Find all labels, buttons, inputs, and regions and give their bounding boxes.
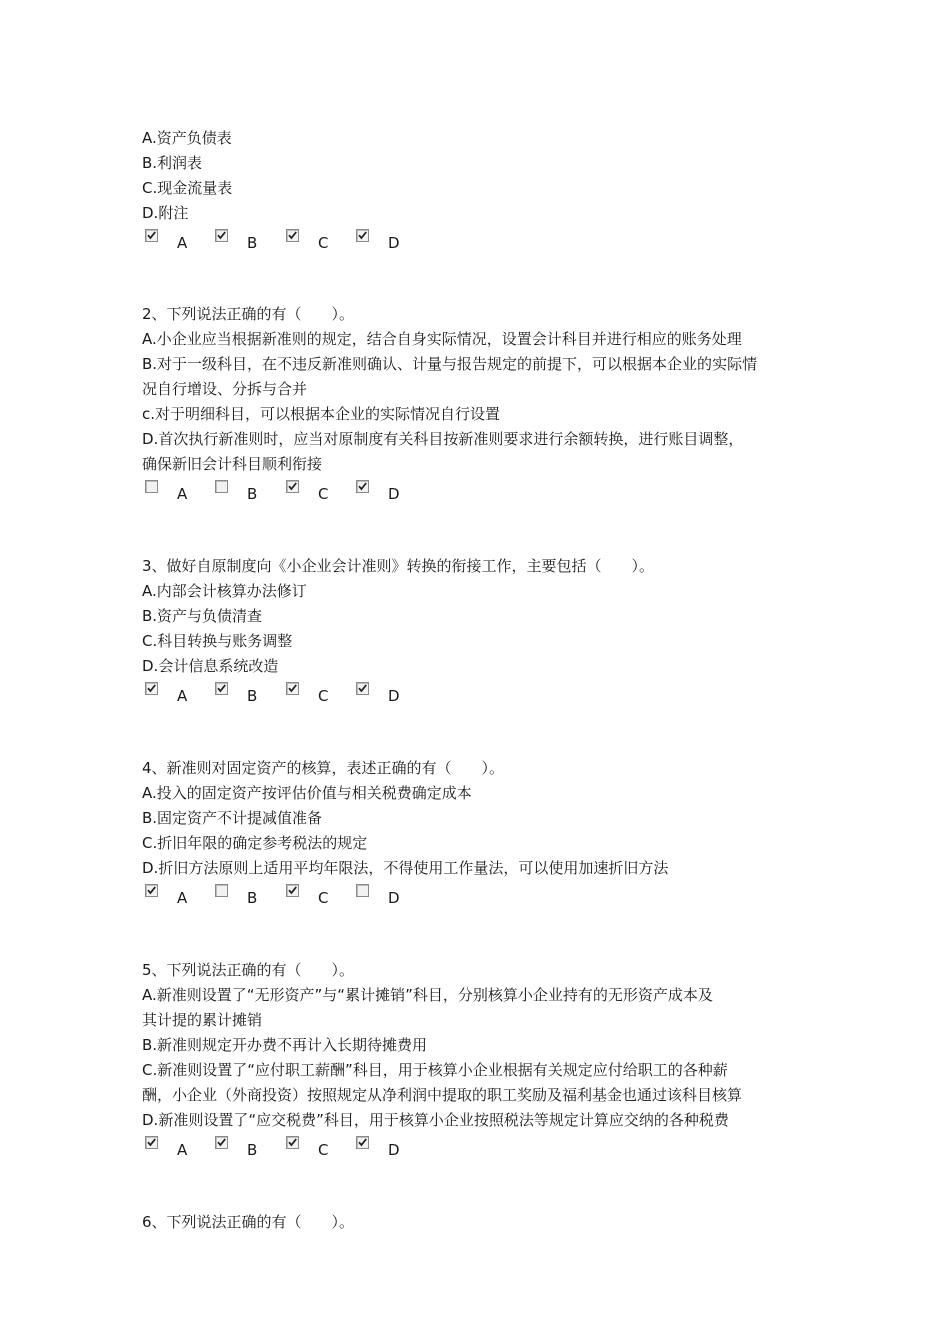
answer-checkboxes [142,477,822,505]
checkbox-checked-icon[interactable] [286,884,299,897]
question-stem: 3、做好自原制度向《小企业会计准则》转换的衔接工作，主要包括（ ）。 [142,557,655,575]
option-text: B.资产与负债清查 [142,607,263,625]
answer-checkboxes [142,226,822,254]
checkbox-checked-icon[interactable] [215,229,228,242]
answer-checkboxes [142,679,822,707]
checkbox-label: A [177,1141,188,1159]
option-text: D.附注 [142,204,189,222]
checkbox-label: B [247,889,258,907]
checkbox-label: C [318,1141,329,1159]
checkbox-label: A [177,485,188,503]
option-text: C.折旧年限的确定参考税法的规定 [142,834,368,852]
checkbox-label: D [388,485,400,503]
checkbox-label: D [388,234,400,252]
question-1 [142,126,822,254]
checkbox-checked-icon[interactable] [286,1136,299,1149]
option-text: A.投入的固定资产按评估价值与相关税费确定成本 [142,784,472,802]
checkbox-label: B [247,485,258,503]
question-stem: 4、新准则对固定资产的核算，表述正确的有（ ）。 [142,759,505,777]
option-text: c.对于明细科目，可以根据本企业的实际情况自行设置 [142,405,501,423]
question-stem: 2、下列说法正确的有（ ）。 [142,305,355,323]
checkbox-checked-icon[interactable] [215,682,228,695]
option-text: C.新准则设置了“应付职工薪酬”科目，用于核算小企业根据有关规定应付给职工的各种薪 [142,1061,728,1079]
option-text: A.新准则设置了“无形资产”与“累计摊销”科目，分别核算小企业持有的无形资产成本及 [142,986,713,1004]
option-text: 确保新旧会计科目顺利衔接 [142,455,323,473]
checkbox-unchecked-icon[interactable] [145,480,158,493]
checkbox-unchecked-icon[interactable] [215,480,228,493]
checkbox-checked-icon[interactable] [145,682,158,695]
option-text: A.内部会计核算办法修订 [142,582,307,600]
question-stem: 6、下列说法正确的有（ ）。 [142,1213,355,1231]
option-text: A.资产负债表 [142,129,232,147]
answer-checkboxes [142,1133,822,1161]
checkbox-checked-icon[interactable] [356,480,369,493]
option-text: 况自行增设、分拆与合并 [142,380,308,398]
checkbox-checked-icon[interactable] [215,1136,228,1149]
checkbox-label: D [388,1141,400,1159]
checkbox-checked-icon[interactable] [286,229,299,242]
option-text: 酬，小企业（外商投资）按照规定从净利润中提取的职工奖励及福利基金也通过该科目核算 [142,1086,743,1104]
checkbox-checked-icon[interactable] [286,480,299,493]
checkbox-checked-icon[interactable] [145,1136,158,1149]
checkbox-unchecked-icon[interactable] [215,884,228,897]
checkbox-unchecked-icon[interactable] [356,884,369,897]
option-text: 其计提的累计摊销 [142,1011,263,1029]
checkbox-label: A [177,234,188,252]
checkbox-label: D [388,687,400,705]
option-text: B.利润表 [142,154,203,172]
option-text: D.会计信息系统改造 [142,657,279,675]
option-text: B.对于一级科目，在不违反新准则确认、计量与报告规定的前提下，可以根据本企业的实际情 [142,355,758,373]
checkbox-checked-icon[interactable] [356,682,369,695]
option-text: D.折旧方法原则上适用平均年限法，不得使用工作量法，可以使用加速折旧方法 [142,859,669,877]
question-stem: 5、下列说法正确的有（ ）。 [142,961,355,979]
checkbox-checked-icon[interactable] [286,682,299,695]
option-text: C.现金流量表 [142,179,233,197]
checkbox-label: A [177,889,188,907]
answer-checkboxes [142,881,822,909]
option-text: A.小企业应当根据新准则的规定，结合自身实际情况，设置会计科目并进行相应的账务处理 [142,330,742,348]
option-text: D.新准则设置了“应交税费”科目，用于核算小企业按照税法等规定计算应交纳的各种税费 [142,1111,729,1129]
checkbox-label: C [318,889,329,907]
checkbox-label: A [177,687,188,705]
question-5 [142,958,822,1161]
checkbox-checked-icon[interactable] [356,229,369,242]
quiz-page [142,126,822,1284]
checkbox-label: C [318,234,329,252]
checkbox-label: C [318,687,329,705]
checkbox-label: B [247,234,258,252]
checkbox-checked-icon[interactable] [145,229,158,242]
checkbox-label: B [247,1141,258,1159]
checkbox-checked-icon[interactable] [145,884,158,897]
option-text: C.科目转换与账务调整 [142,632,293,650]
checkbox-label: D [388,889,400,907]
checkbox-label: C [318,485,329,503]
option-text: B.固定资产不计提减值准备 [142,809,323,827]
option-text: D.首次执行新准则时，应当对原制度有关科目按新准则要求进行余额转换，进行账目调整， [142,430,744,448]
checkbox-checked-icon[interactable] [356,1136,369,1149]
question-3 [142,554,822,707]
checkbox-label: B [247,687,258,705]
option-text: B.新准则规定开办费不再计入长期待摊费用 [142,1036,428,1054]
question-4 [142,756,822,909]
question-2 [142,302,822,505]
question-6 [142,1210,822,1235]
